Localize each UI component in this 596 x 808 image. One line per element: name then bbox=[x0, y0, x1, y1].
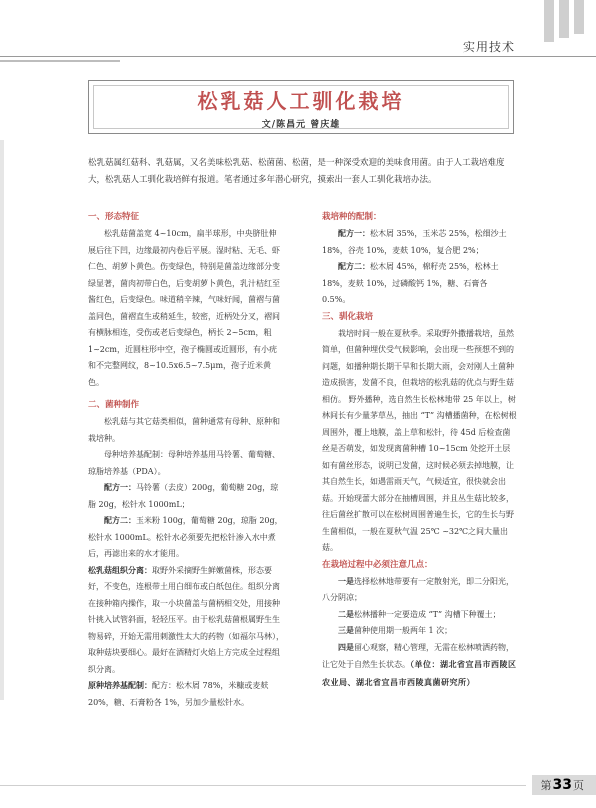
section-label: 实用技术 bbox=[463, 40, 516, 54]
cult-formula-2-label: 配方二： bbox=[338, 262, 370, 271]
note-2-label: 二是 bbox=[338, 609, 354, 619]
left-column bbox=[88, 209, 284, 711]
heading-spawn: 二、菌种制作 bbox=[88, 400, 140, 410]
author-affiliation: （单位：湖北省宜昌市西陵区农业局、湖北省宜昌市西陵真菌研究所） bbox=[322, 659, 517, 687]
paragraph-cult-formula-1 bbox=[322, 226, 518, 259]
paragraph-cult-formula-2 bbox=[322, 259, 518, 309]
top-decoration-bars bbox=[544, 0, 584, 42]
paragraph-morphology: 松乳菇菌盖宽 4~10cm，扁半球形，中央脐肚伸展后往下凹，边缘最初内卷后平展。湿时粘、无毛、虾仁色、胡萝卜黄色。伤变绿色，特别是菌盖边缘部分变绿显著，菌肉初带白色，后变胡萝卜黄色，乳汁桔红至酱红色，后变绿色。味道稍辛辣，气味好闻，菌褶与菌盖同色，菌褶直生或稍延生，较密，近柄处分叉，褶间有横脉相连，受伤或老后变绿色，柄长 2~5cm，粗 1~2cm，近圆柱形中空，孢子椭圆或近圆形，有小疣和不完整网纹，8~10.5x6.5~7.5μm，孢子近米黄色。 bbox=[88, 229, 280, 387]
paragraph-spawn-intro: 松乳菇与其它菇类相似，菌种通常有母种、原种和栽培种。 bbox=[88, 417, 280, 443]
note-3-label: 三是 bbox=[338, 626, 354, 635]
footer-line bbox=[0, 785, 526, 786]
page-number-value: 33 bbox=[552, 777, 572, 793]
note-1-label: 一是 bbox=[338, 576, 354, 586]
note-2-text: 松林播种一定要造成 “T” 沟槽下种覆土； bbox=[354, 609, 501, 619]
paragraph-formula-1 bbox=[88, 480, 284, 513]
paragraph-domestication: 栽培时间一般在夏秋季。采取野外撒播栽培，虽然简单，但菌种埋伏受气候影响，会出现一些预想不到的问题，如播种期长期干旱和长期大雨，会对刚人土菌种造成损害，发菌不良，但栽培的松乳菇的优点与野生菇相仿。 野外播种，选自然生长松林地带 25 年以上，树林间长有少量茅草丛，抽出 “T” 沟槽播菌种，在松树根周围外，覆上地膜，盖上草和松针，待 45d 后检查菌丝是否萌发，如发现离菌种槽 10~15cm 处挖开土层如有菌丝形态，说明已发菌，这时候必须去掉地膜，让其自然生长，如遇雷雨天气，气候适宜，很快就会出菇。开始现蕾大部分在抽槽周围，并且丛生菇比较多，往后菌丝扩散可以在松树周围普遍生长，它的生长与野生菌相似，一般在夏秋气温 25℃ ~32℃之间大量出菇。 bbox=[322, 328, 517, 552]
heading-morphology: 一、形态特征 bbox=[88, 212, 140, 222]
isolation-text: 取野外采摘野生鲜嫩菌株，形态要好，不变色，连根带土用白细布或白纸包住。组织分离在接种箱内操作，取一小块菌盖与菌柄相交处，用接种针挑入试管斜面，轻轻压平。由于松乳菇菌根属野生生物易碎，开始无需用刺激性太大的药物（如福尔马林），取种菇块要细心。最好在酒精灯火焰上方完成全过程组织分离。 bbox=[88, 565, 284, 674]
paragraph-formula-2 bbox=[88, 513, 284, 563]
paragraph-isolation bbox=[88, 563, 284, 679]
formula-1-label: 配方一： bbox=[104, 483, 136, 492]
article-intro: 松乳菇属红菇科、乳菇属，又名美味松乳菇、松菌菌、松菌，是一种深受欢迎的美味食用菌。由于人工栽培难度大，松乳菇人工驯化栽培鲜有报道。笔者通过多年潜心研究，摸索出一套人工驯化栽培办法。 bbox=[88, 158, 505, 185]
note-4-text: 留心观察，精心管理，无需在松林喷洒药物，让它处于自然生长状态。 bbox=[322, 642, 514, 669]
original-medium-label: 原种培养基配制： bbox=[88, 681, 152, 690]
cult-formula-1-label: 配方一： bbox=[338, 229, 370, 238]
note-3 bbox=[322, 623, 518, 640]
note-1-text: 选择松林地带要有一定散射光，即二分阳光，八分阴凉； bbox=[322, 576, 514, 602]
page-prefix: 第 bbox=[540, 779, 552, 792]
article-byline: 文/陈昌元 曾庆雄 bbox=[261, 120, 341, 130]
page-number bbox=[532, 775, 596, 795]
cult-formula-2-text: 松木屑 45%，棉籽壳 25%，松林土 18%，麦麸 10%，过磷酸钙 1%，糖、石膏各 0.5%。 bbox=[322, 262, 499, 304]
formula-2-label: 配方二： bbox=[104, 516, 136, 525]
heading-domestication: 三、驯化栽培 bbox=[322, 311, 374, 322]
formula-1-text: 马铃薯（去皮）200g，葡萄糖 20g，琼脂 20g，松针水 1000mL； bbox=[88, 483, 279, 509]
right-column bbox=[322, 209, 518, 691]
page-suffix: 页 bbox=[573, 779, 584, 792]
paragraph-original-medium bbox=[88, 678, 284, 711]
page-number-box bbox=[532, 775, 596, 795]
note-4 bbox=[322, 640, 518, 692]
heading-cultivation-spawn: 栽培种的配制： bbox=[322, 212, 382, 222]
cult-formula-1-text: 松木屑 35%，玉米芯 25%，松细沙土 18%，谷壳 10%，麦麸 10%，复合肥 2%； bbox=[322, 229, 507, 255]
note-3-text: 菌种使用期一般两年 1 次； bbox=[354, 626, 453, 635]
isolation-label: 松乳菇组织分离： bbox=[88, 565, 152, 575]
article-title: 松乳菇人工驯化栽培 bbox=[197, 89, 405, 113]
paragraph-mother-medium: 母种培养基配制：母种培养基用马铃薯、葡萄糖、琼脂培养基（PDA）。 bbox=[88, 450, 280, 476]
page-margin-bar bbox=[0, 140, 4, 700]
note-4-label: 四是 bbox=[338, 642, 354, 652]
header-divider-accent bbox=[0, 60, 120, 62]
heading-notes: 在栽培过程中必须注意几点： bbox=[322, 559, 433, 570]
header-divider bbox=[0, 56, 596, 57]
original-medium-text: 配方：松木屑 78%，米糠或麦麸 20%，糖、石膏粉各 1%，另加少量松针水。 bbox=[88, 681, 269, 707]
note-1 bbox=[322, 574, 518, 607]
note-2 bbox=[322, 607, 518, 624]
formula-2-text: 玉米粉 100g，葡萄糖 20g，琼脂 20g，松针水 1000mL。松针水必须要先把松针渗入水中煮后，再滤出来的水才能用。 bbox=[88, 516, 283, 558]
